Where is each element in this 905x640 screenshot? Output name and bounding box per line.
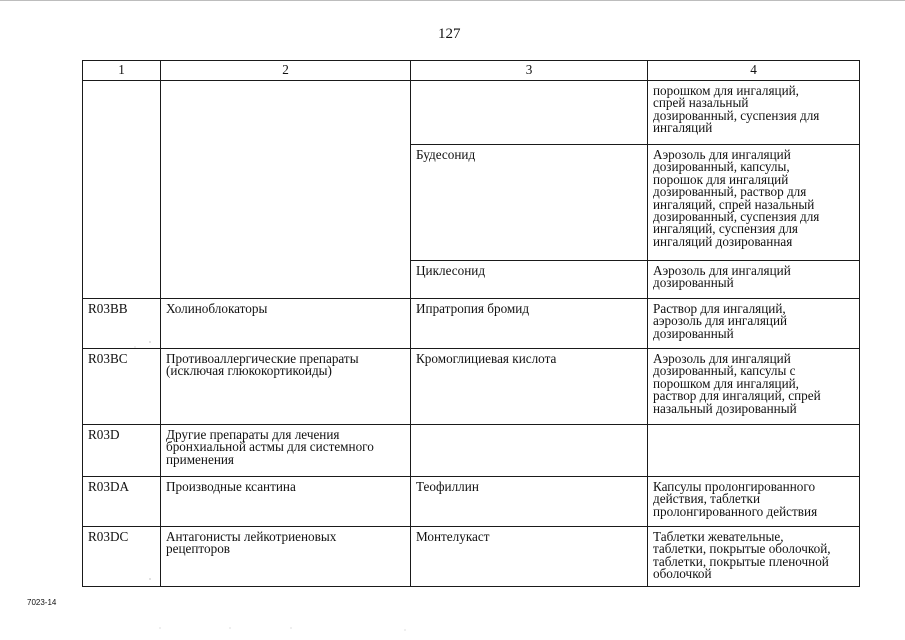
- atc-code-cell: [83, 81, 161, 299]
- table-row: [83, 527, 860, 587]
- atc-code-cell: R03BC: [83, 349, 161, 425]
- group-name-cell: Холиноблокаторы: [161, 299, 411, 349]
- group-name-cell: Антагонисты лейкотриеновых рецепторов: [161, 527, 411, 587]
- dosage-form-cell: Таблетки жевательные, таблетки, покрытые оболочкой, таблетки, покрытые пленочной оболочкой: [648, 527, 860, 587]
- table-row: [83, 81, 860, 145]
- dosage-form-cell: Раствор для ингаляций, аэрозоль для ингаляций дозированный: [648, 299, 860, 349]
- column-header-3: 3: [411, 61, 648, 81]
- scan-top-edge: [0, 0, 905, 1]
- dosage-form-cell: [648, 425, 860, 477]
- table-header-row: [83, 61, 860, 81]
- table-row: [83, 477, 860, 527]
- atc-code-cell: R03DA: [83, 477, 161, 527]
- atc-code-cell: R03BB: [83, 299, 161, 349]
- footer-code: 7023-14: [27, 598, 57, 607]
- column-header-2: 2: [161, 61, 411, 81]
- page-number: 127: [438, 26, 461, 42]
- dosage-form-cell: Аэрозоль для ингаляций дозированный: [648, 261, 860, 299]
- substance-cell: [411, 81, 648, 145]
- substance-cell: Кромоглициевая кислота: [411, 349, 648, 425]
- group-name-cell: Производные ксантина: [161, 477, 411, 527]
- atc-code-cell: R03DC: [83, 527, 161, 587]
- table-row: [83, 299, 860, 349]
- dosage-form-cell: Аэрозоль для ингаляций дозированный, капсулы с порошком для ингаляций, раствор для ингаляций, спрей назальный дозированный: [648, 349, 860, 425]
- dosage-form-cell: порошком для ингаляций, спрей назальный дозированный, суспензия для ингаляций: [648, 81, 860, 145]
- substance-cell: Циклесонид: [411, 261, 648, 299]
- column-header-4: 4: [648, 61, 860, 81]
- substance-cell: Монтелукаст: [411, 527, 648, 587]
- group-name-cell: [161, 81, 411, 299]
- group-name-cell: Другие препараты для лечения бронхиальной астмы для системного применения: [161, 425, 411, 477]
- substance-cell: Теофиллин: [411, 477, 648, 527]
- substance-cell: Будесонид: [411, 145, 648, 261]
- dosage-form-cell: Аэрозоль для ингаляций дозированный, капсулы, порошок для ингаляций дозированный, раствор для ингаляций, спрей назальный дозированный, суспензия для ингаляций, суспензия для ингаляций дозированная: [648, 145, 860, 261]
- group-name-cell: Противоаллергические препараты (исключая глюкокортикоиды): [161, 349, 411, 425]
- atc-code-cell: R03D: [83, 425, 161, 477]
- medicines-table: [82, 60, 860, 587]
- column-header-1: 1: [83, 61, 161, 81]
- table-row: [83, 425, 860, 477]
- substance-cell: Ипратропия бромид: [411, 299, 648, 349]
- table-row: [83, 349, 860, 425]
- substance-cell: [411, 425, 648, 477]
- dosage-form-cell: Капсулы пролонгированного действия, таблетки пролонгированного действия: [648, 477, 860, 527]
